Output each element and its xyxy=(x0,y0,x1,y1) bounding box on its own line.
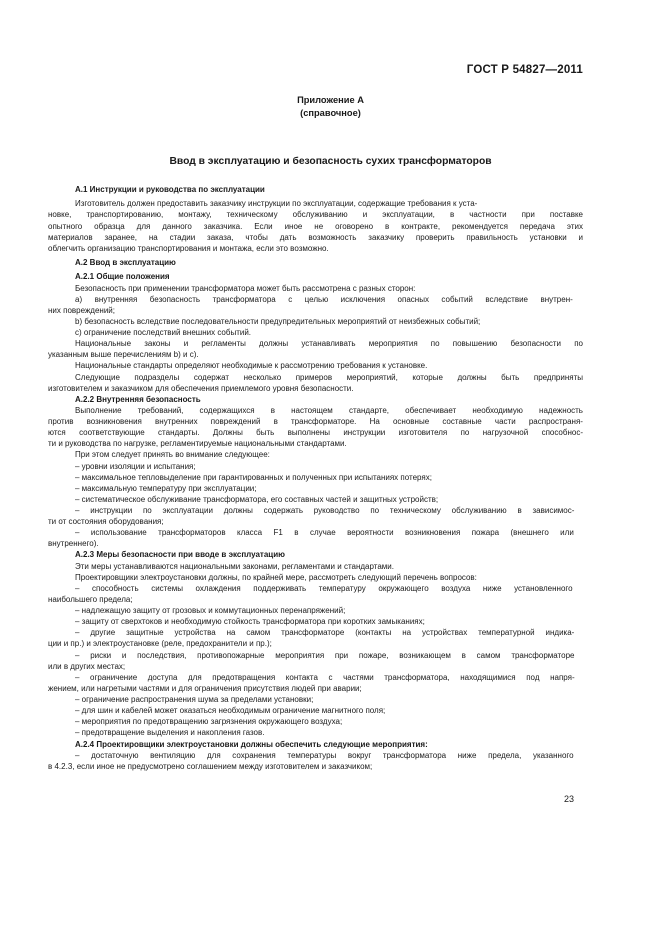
text-line: Безопасность при применении трансформатора может быть рассмотрена с разных сторон: xyxy=(75,283,416,293)
text-line: – использование трансформаторов класса F1 в случае вероятности возникновения пожара (внешнего или xyxy=(75,528,574,538)
text-line: – систематическое обслуживание трансформатора, его составных частей и защитных устройств; xyxy=(75,494,439,504)
text-line: Национальные стандарты определяют необходимые к рассмотрению требования к установке. xyxy=(75,361,428,371)
text-line: против возникновения внутренних повреждений в трансформаторе. На основные составные части распространя- xyxy=(48,417,583,426)
text-line: Следующие подразделы содержат несколько примеров мероприятий, которые должны быть предприняты xyxy=(75,372,584,382)
appendix-kind: (справочное) xyxy=(300,108,361,118)
text-line: них повреждений; xyxy=(48,305,115,315)
text-line: ции и пр.) и электроустановке (реле, предохранители и пр.); xyxy=(48,639,272,649)
text-line: или в других местах; xyxy=(48,661,126,671)
text-line: материалов заранее, на стадии заказа, чтобы дать возможность заказчику проверить правильность установки и xyxy=(48,232,584,242)
text-line: а) внутренняя безопасность трансформатора с целью исключения опасных событий вследствие внутрен- xyxy=(75,294,573,304)
subsection-heading: А.2.3 Меры безопасности при вводе в эксплуатацию xyxy=(75,550,285,560)
text-line: новке, транспортированию, монтажу, техническому обслуживанию и эксплуатации, в частности при поставке xyxy=(48,210,584,220)
text-line: – для шин и кабелей может оказаться необходимым ограничение магнитного поля; xyxy=(75,706,386,716)
text-line: указанным выше перечислениям b) и с). xyxy=(48,350,199,360)
text-line: – уровни изоляции и испытания; xyxy=(75,461,196,471)
subsection-heading: А.2.4 Проектировщики электроустановки должны обеспечить следующие мероприятия: xyxy=(75,739,428,749)
text-line: ются соответствующие стандарты. Должны быть выполнены инструкции изготовителя по нагрузочной способнос- xyxy=(48,428,583,438)
text-line: – риски и последствия, противопожарные мероприятия при пожаре, возникающем в самом трансформаторе xyxy=(75,650,575,660)
text-line: изготовителем и заказчиком для обеспечения приемлемого уровня безопасности. xyxy=(48,383,354,393)
subsection-heading: А.2 Ввод в эксплуатацию xyxy=(75,258,176,268)
text-line: ти от состояния оборудования; xyxy=(48,517,164,527)
text-line: – мероприятия по предотвращению загрязнения окружающего воздуха; xyxy=(75,717,343,727)
text-line: в 4.2.3, если иное не предусмотрено соглашением между изготовителем и заказчиком; xyxy=(48,761,373,771)
text-line: Эти меры устанавливаются национальными законами, регламентами и стандартами. xyxy=(75,561,394,571)
text-line: наибольшего предела; xyxy=(48,594,133,604)
text-line: – ограничение доступа для предотвращения контакта с частями трансформатора, находящимися под напря- xyxy=(75,672,575,682)
text-line: Выполнение требований, содержащихся в настоящем стандарте, обеспечивает необходимую надежность xyxy=(75,405,583,415)
text-line: – максимальную температуру при эксплуатации; xyxy=(75,483,257,493)
text-line: облегчить организацию транспортирования и монтажа, если это возможно. xyxy=(48,243,329,253)
text-line: При этом следует принять во внимание следующее: xyxy=(75,450,270,460)
text-line: Национальные законы и регламенты должны устанавливать мероприятия по повышению безопасности по xyxy=(75,339,583,349)
text-line: внутреннего). xyxy=(48,539,99,549)
text-line: – способность системы охлаждения поддерживать температуру окружающего воздуха ниже установленного xyxy=(75,583,573,593)
text-line: – ограничение распространения шума за пределами установки; xyxy=(75,695,314,704)
page-number: 23 xyxy=(563,794,574,804)
text-line: с) ограничение последствий внешних событий. xyxy=(75,328,252,337)
text-line: b) безопасность вследствие последовательности предупредительных мероприятий от неизбежных событий; xyxy=(75,316,481,326)
text-line: Изготовитель должен предоставить заказчику инструкции по эксплуатации, содержащие требования к уста- xyxy=(75,199,478,209)
text-line: – защиту от сверхтоков и необходимую стойкость трансформатора при коротких замыканиях; xyxy=(75,617,425,627)
text-line: – максимальное тепловыделение при гарантированных и полученных при испытаниях потерях; xyxy=(75,472,432,482)
standard-number: ГОСТ Р 54827—2011 xyxy=(466,64,583,76)
text-line: Проектировщики электроустановки должны, по крайней мере, рассмотреть следующий перечень вопросов: xyxy=(75,572,477,582)
text-line: ти и руководства по нагрузке, регламентируемые национальными стандартами. xyxy=(48,439,347,449)
subsection-heading: А.2.2 Внутренняя безопасность xyxy=(75,394,201,404)
text-line: – инструкции по эксплуатации должны содержать руководство по техническому обслуживанию в зависимос- xyxy=(75,506,575,515)
appendix-label: Приложение А xyxy=(297,95,364,105)
text-line: – достаточную вентиляцию для сохранения температуры вокруг трансформатора ниже предела, указанного xyxy=(75,750,574,760)
subsection-heading: А.1 Инструкции и руководства по эксплуатации xyxy=(75,185,265,194)
subsection-heading: А.2.1 Общие положения xyxy=(75,272,170,282)
text-line: – предотвращение выделения и накопления газов. xyxy=(75,728,265,738)
text-line: жением, или нагретыми частями и для ограничения присутствия людей при аварии; xyxy=(48,683,362,693)
text-line: – надлежащую защиту от грозовых и коммутационных перенапряжений; xyxy=(75,606,346,615)
text-line: опытного образца для данного заказчика. Если иное не оговорено в контракте, рекомендуется передача этих xyxy=(48,221,583,231)
text-line: – другие защитные устройства на самом трансформаторе (контакты на устройствах температурной индика- xyxy=(75,628,575,638)
section-title: Ввод в эксплуатацию и безопасность сухих трансформаторов xyxy=(169,156,492,167)
